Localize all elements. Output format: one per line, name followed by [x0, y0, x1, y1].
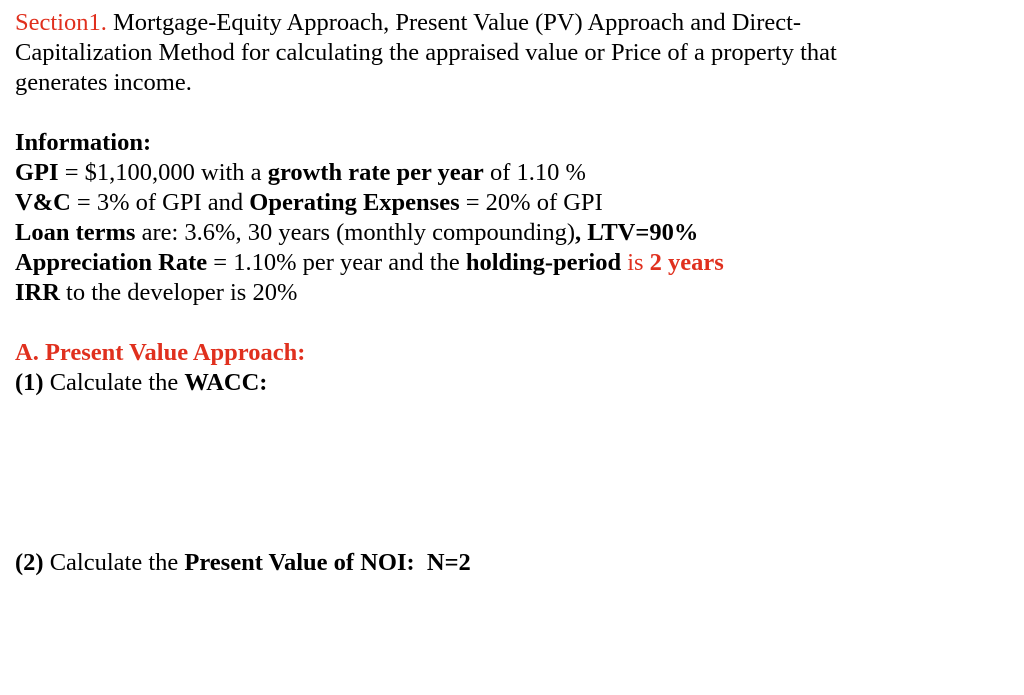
gpi-text-1: = $1,100,000 with a	[58, 159, 268, 186]
spacer	[15, 308, 1010, 338]
irr-text-1: to the developer is 20%	[59, 279, 298, 306]
part-a-heading: A. Present Value Approach:	[15, 339, 306, 366]
question-1-text: Calculate the	[43, 369, 185, 396]
information-heading: Information:	[15, 129, 152, 156]
info-appreciation	[15, 248, 1010, 278]
question-1-wacc: WACC:	[184, 369, 268, 396]
document-body	[15, 8, 1010, 578]
vc-text-1: = 3% of GPI and	[70, 189, 250, 216]
section-title-text-1: Mortgage-Equity Approach, Present Value (PV) Approach and Direct-	[106, 9, 802, 36]
info-irr	[15, 278, 1010, 308]
vc-label: V&C	[15, 189, 71, 216]
appreciation-holding-period: holding-period	[465, 249, 622, 276]
appreciation-years: 2 years	[649, 249, 724, 276]
vc-operating-expenses: Operating Expenses	[249, 189, 460, 216]
loan-text-1: are: 3.6%, 30 years (monthly compounding)	[135, 219, 575, 246]
irr-label: IRR	[15, 279, 60, 306]
question-1	[15, 368, 1010, 398]
appreciation-is: is	[621, 249, 650, 276]
answer-space	[15, 398, 1010, 548]
question-2-pv-noi: Present Value of NOI: N=2	[184, 549, 471, 576]
question-2-number: (2)	[15, 549, 44, 576]
question-2	[15, 548, 1010, 578]
info-gpi	[15, 158, 1010, 188]
section-title-line-1	[15, 8, 1010, 38]
loan-ltv: , LTV=90%	[575, 219, 699, 246]
info-vc	[15, 188, 1010, 218]
appreciation-label: Appreciation Rate	[15, 249, 208, 276]
loan-label: Loan terms	[15, 219, 136, 246]
info-loan	[15, 218, 1010, 248]
section-label: Section1.	[15, 9, 107, 36]
section-title-line-2: Capitalization Method for calculating the appraised value or Price of a property that	[15, 39, 837, 66]
gpi-label: GPI	[15, 159, 59, 186]
gpi-growth-rate: growth rate per year	[267, 159, 484, 186]
question-2-text: Calculate the	[43, 549, 185, 576]
appreciation-text-1: = 1.10% per year and the	[207, 249, 466, 276]
question-1-number: (1)	[15, 369, 44, 396]
section-title-line-3: generates income.	[15, 69, 192, 96]
spacer	[15, 98, 1010, 128]
gpi-text-2: of 1.10 %	[483, 159, 586, 186]
vc-text-2: = 20% of GPI	[459, 189, 603, 216]
